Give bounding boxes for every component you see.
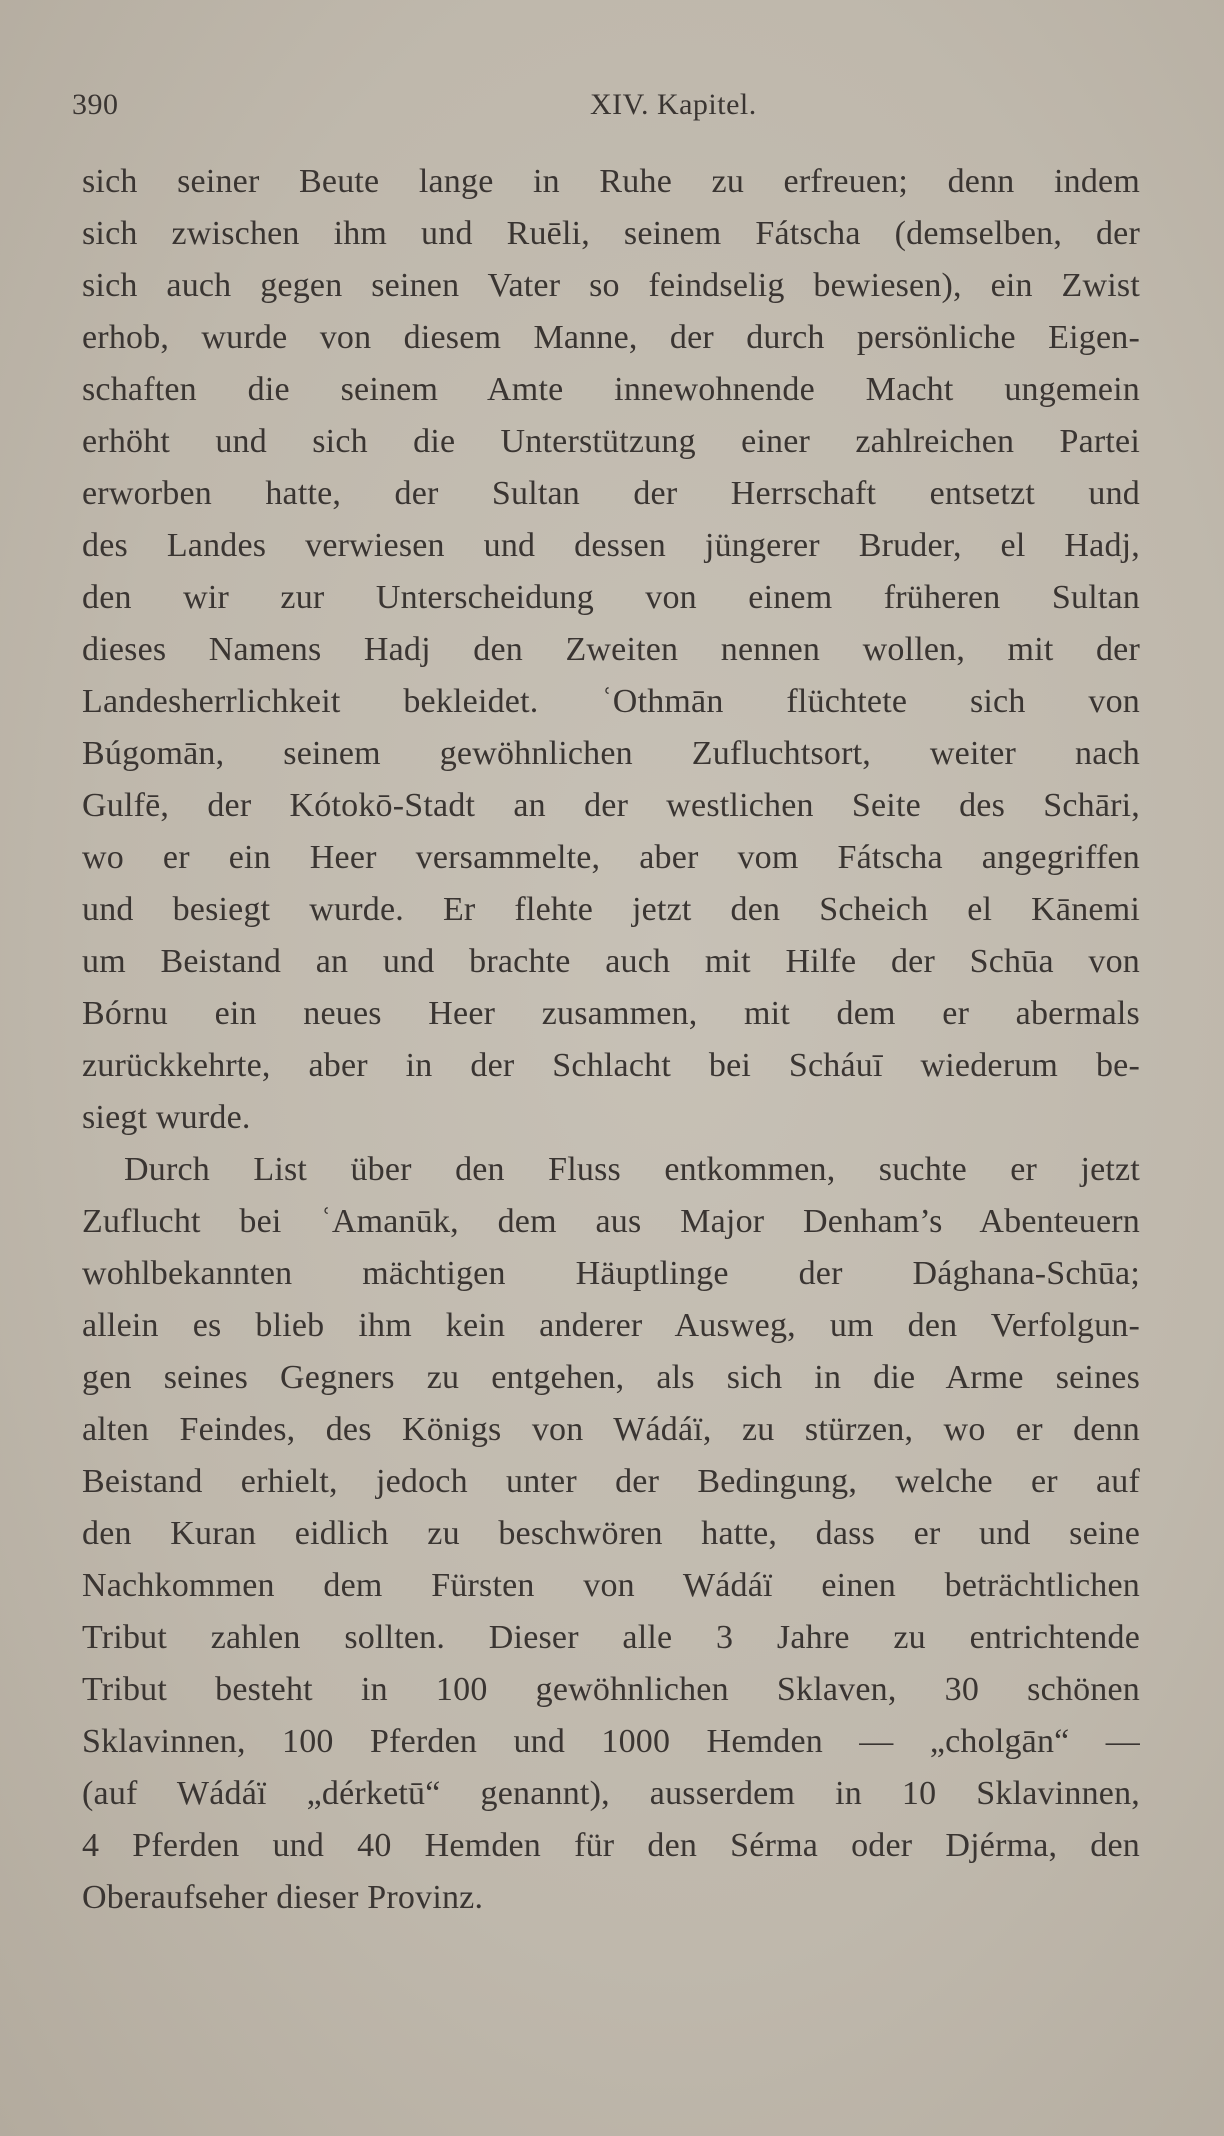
text-line: sich zwischen ihm und Ruēli, seinem Fátscha (demselben, der (82, 215, 1140, 252)
text-line: sich seiner Beute lange in Ruhe zu erfreuen; denn indem (82, 163, 1140, 200)
page-header (72, 88, 1132, 128)
text-line: Landesherrlichkeit bekleidet. ʿOthmān flüchtete sich von (82, 683, 1140, 720)
text-line: wohlbekannten mächtigen Häuptlinge der Dághana-Schūa; (82, 1255, 1140, 1292)
paragraph-end-line: siegt wurde. (82, 1099, 251, 1136)
text-line: erhöht und sich die Unterstützung einer zahlreichen Partei (82, 423, 1140, 460)
text-line: um Beistand an und brachte auch mit Hilfe der Schūa von (82, 943, 1140, 980)
text-line: dieses Namens Hadj den Zweiten nennen wollen, mit der (82, 631, 1140, 668)
text-line: Nachkommen dem Fürsten von Wádáï einen beträchtlichen (82, 1567, 1140, 1604)
text-line: sich auch gegen seinen Vater so feindselig bewiesen), ein Zwist (82, 267, 1140, 304)
text-line: Gulfē, der Kótokō-Stadt an der westlichen Seite des Schāri, (82, 787, 1140, 824)
text-line: wo er ein Heer versammelte, aber vom Fátscha angegriffen (82, 839, 1140, 876)
text-line: 4 Pferden und 40 Hemden für den Sérma oder Djérma, den (82, 1827, 1140, 1864)
text-line: allein es blieb ihm kein anderer Ausweg, um den Verfolgun- (82, 1307, 1140, 1344)
text-line: erhob, wurde von diesem Manne, der durch persönliche Eigen- (82, 319, 1140, 356)
text-line: (auf Wádáï „dérketū“ genannt), ausserdem in 10 Sklavinnen, (82, 1775, 1140, 1812)
text-line: den Kuran eidlich zu beschwören hatte, dass er und seine (82, 1515, 1140, 1552)
page-number: 390 (72, 88, 119, 121)
running-head: XIV. Kapitel. (590, 88, 757, 121)
text-line: Zuflucht bei ʿAmanūk, dem aus Major Denham’s Abenteuern (82, 1203, 1140, 1240)
text-line: Tribut zahlen sollten. Dieser alle 3 Jahre zu entrichtende (82, 1619, 1140, 1656)
text-line: erworben hatte, der Sultan der Herrschaft entsetzt und (82, 475, 1140, 512)
paragraph-end-line: Oberaufseher dieser Provinz. (82, 1879, 484, 1916)
text-line: Tribut besteht in 100 gewöhnlichen Sklaven, 30 schönen (82, 1671, 1140, 1708)
body-text (82, 156, 1140, 1924)
paragraph-start-line: Durch List über den Fluss entkommen, suchte er jetzt (124, 1151, 1140, 1188)
text-line: Sklavinnen, 100 Pferden und 1000 Hemden — „cholgān“ — (82, 1723, 1140, 1760)
text-line: alten Feindes, des Königs von Wádáï, zu stürzen, wo er denn (82, 1411, 1140, 1448)
text-line: Beistand erhielt, jedoch unter der Bedingung, welche er auf (82, 1463, 1140, 1500)
text-line: des Landes verwiesen und dessen jüngerer Bruder, el Hadj, (82, 527, 1140, 564)
text-line: schaften die seinem Amte innewohnende Macht ungemein (82, 371, 1140, 408)
text-line: und besiegt wurde. Er flehte jetzt den Scheich el Kānemi (82, 891, 1140, 928)
text-line: Búgomān, seinem gewöhnlichen Zufluchtsort, weiter nach (82, 735, 1140, 772)
text-line: Bórnu ein neues Heer zusammen, mit dem er abermals (82, 995, 1140, 1032)
text-line: zurückkehrte, aber in der Schlacht bei Scháuī wiederum be- (82, 1047, 1140, 1084)
text-line: den wir zur Unterscheidung von einem früheren Sultan (82, 579, 1140, 616)
text-line: gen seines Gegners zu entgehen, als sich in die Arme seines (82, 1359, 1140, 1396)
